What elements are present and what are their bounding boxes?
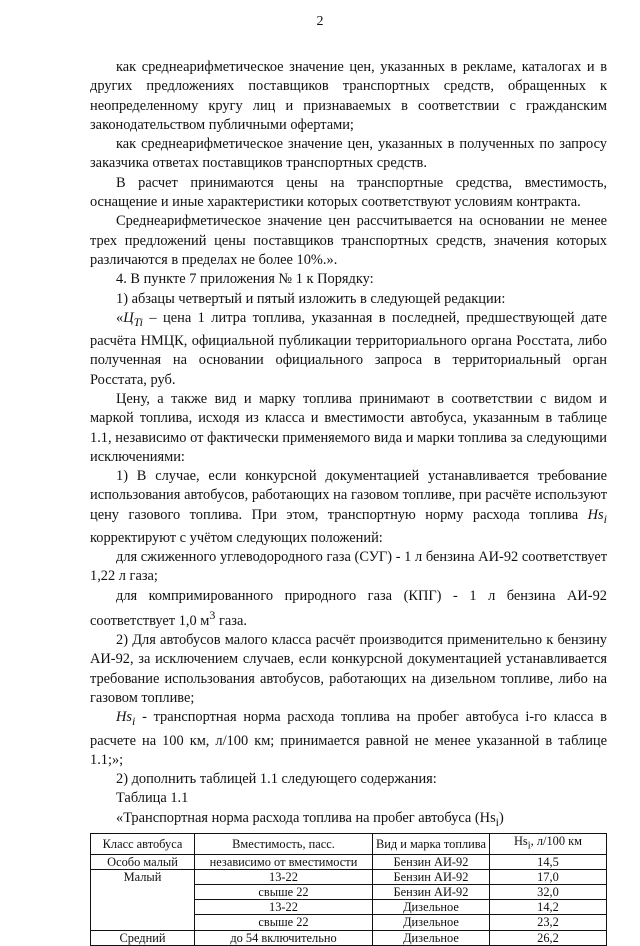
paragraph	[90, 309, 607, 390]
header-capacity: Вместимость, пасс.	[195, 833, 373, 854]
paragraph-text: – цена 1 литра топлива, указанная в последней, предшествующей дате расчёта НМЦК, официальной публикации территориального органа Росстата, либо полученная на основании официального запроса в территориальный орган Росстата, руб.	[90, 309, 607, 388]
cell-fuel-norm: 14,5	[490, 854, 607, 869]
fuel-norm-table	[90, 833, 607, 946]
paragraph: 2) Для автобусов малого класса расчёт производится применительно к бензину АИ-92, за исключением случаев, если конкурсной документацией устанавливается требование использования автобусов, работающих на дизельном топливе, либо на газовом топливе;	[90, 632, 607, 707]
paragraph: 1) абзацы четвертый и пятый изложить в следующей редакции:	[116, 290, 506, 307]
paragraph: как среднеарифметическое значение цен, указанных в полученных по запросу заказчика ответах поставщиков транспортных средств.	[90, 136, 607, 172]
paragraph-text: - транспортная норма расхода топлива на пробег автобуса i-го класса в расчете на 100 км, л/100 км; принимается равной не менее указанной в таблице 1.1;»;	[90, 709, 607, 768]
paragraph: В расчет принимаются цены на транспортные средства, вместимость, оснащение и иные характеристики которых соответствуют условиям контракта.	[90, 174, 607, 211]
cell-fuel-type: Дизельное	[373, 900, 490, 915]
cell-capacity: до 54 включительно	[195, 930, 373, 945]
header-fuel-type: Вид и марка топлива	[373, 833, 490, 854]
document-body	[90, 58, 607, 946]
paragraph-text: для компримированного природного газа (КПГ) - 1 л бензина АИ-92 соответствует 1,0 м	[90, 587, 607, 629]
formula-variable: Hs	[116, 709, 132, 726]
table-row	[91, 930, 607, 945]
formula-subscript: Ti	[133, 314, 143, 329]
formula-variable: Hs	[587, 506, 604, 523]
table-title: «Транспортная норма расхода топлива на пробег автобуса $(Hs_i)$	[116, 809, 504, 829]
paragraph-text: 1) В случае, если конкурсной документацией устанавливается требование использования автобусов, работающих на газовом топливе, при расчёте используют цену газового топлива. При этом, транспортную норму расхода топлива	[90, 468, 607, 523]
cell-bus-class: Особо малый	[91, 854, 195, 869]
table-row	[91, 854, 607, 869]
paragraph: как среднеарифметическое значение цен, указанных в рекламе, каталогах и в других предложениях поставщиков транспортных средств, обращенных к неопределенному кругу лиц и признаваемых в соответствии с гражданским законодательством публичными офертами;	[90, 59, 607, 133]
page-number: 2	[316, 14, 324, 29]
cell-fuel-type: Бензин АИ-92	[373, 854, 490, 869]
cell-fuel-norm: 14,2	[490, 900, 607, 915]
cell-capacity: 13-22	[195, 900, 373, 915]
cell-fuel-norm: 23,2	[490, 915, 607, 930]
cell-bus-class: Средний	[91, 930, 195, 945]
cell-fuel-type: Дизельное	[373, 915, 490, 930]
table-row	[91, 869, 607, 884]
paragraph: 2) дополнить таблицей 1.1 следующего содержания:	[116, 771, 437, 788]
cell-fuel-type: Бензин АИ-92	[373, 884, 490, 899]
quote-mark: «	[116, 309, 124, 326]
paragraph	[90, 467, 607, 548]
cell-capacity: независимо от вместимости	[195, 854, 373, 869]
cell-capacity: свыше 22	[195, 915, 373, 930]
table-header-row	[91, 833, 607, 854]
cell-fuel-norm: 26,2	[490, 930, 607, 945]
paragraph	[90, 587, 607, 631]
formula-variable: Ц	[123, 309, 134, 326]
cell-fuel-type: Бензин АИ-92	[373, 869, 490, 884]
superscript: 3	[209, 608, 216, 623]
cell-bus-class: Малый	[91, 869, 195, 930]
cell-capacity: свыше 22	[195, 884, 373, 899]
header-fuel-norm: $Hs_i$, л/100 км	[490, 833, 607, 854]
cell-capacity: 13-22	[195, 869, 373, 884]
cell-fuel-norm: 32,0	[490, 884, 607, 899]
cell-fuel-norm: 17,0	[490, 869, 607, 884]
formula-subscript: i	[603, 511, 607, 526]
paragraph: Среднеарифметическое значение цен рассчитывается на основании не менее трех предложений цены поставщиков транспортных средств, значения которых различаются в пределах не более 10%.».	[90, 213, 607, 268]
paragraph: для сжиженного углеводородного газа (СУГ) - 1 л бензина АИ-92 соответствует 1,22 л газа;	[90, 549, 607, 585]
paragraph-text: газа.	[219, 612, 247, 629]
table-number: Таблица 1.1	[116, 790, 189, 807]
formula-subscript: i	[132, 714, 136, 729]
paragraph	[90, 708, 607, 770]
header-bus-class: Класс автобуса	[91, 833, 195, 854]
paragraph: Цену, а также вид и марку топлива принимают в соответствии с видом и маркой топлива, исходя из класса и вместимости автобуса, указанным в таблице 1.1, независимо от фактически применяемого вида и марки топлива за следующими исключениями:	[90, 390, 607, 465]
paragraph: 4. В пункте 7 приложения № 1 к Порядку:	[116, 271, 374, 288]
cell-fuel-type: Дизельное	[373, 930, 490, 945]
paragraph-text: корректируют с учётом следующих положений:	[90, 529, 383, 546]
